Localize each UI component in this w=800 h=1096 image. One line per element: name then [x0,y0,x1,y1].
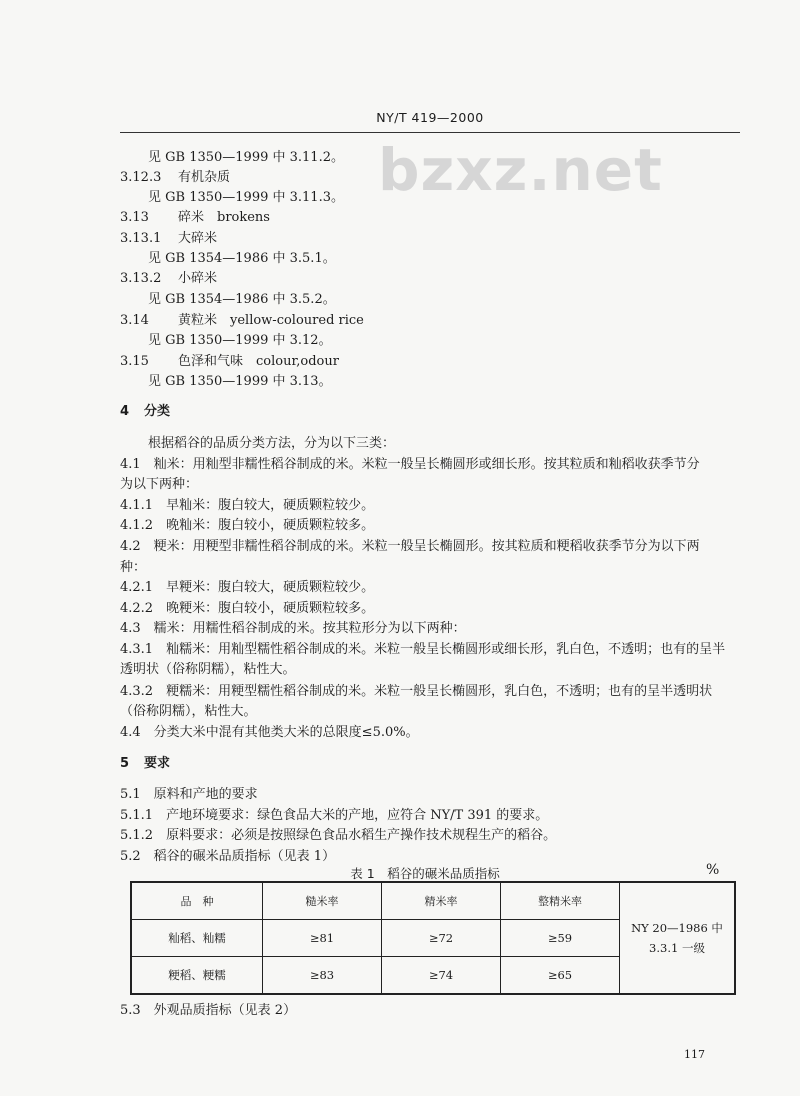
paragraph: 4.2 粳米：用粳型非糯性稻谷制成的米。米粒一般呈长椭圆形。按其粒质和粳稻收获季节分为以下两 [120,539,700,554]
definition-heading [120,271,217,287]
definition-heading [120,354,339,370]
page-header [120,108,740,133]
clause-text: 大碎米 [178,231,218,246]
clause-text: 色泽和气味 colour,odour [178,354,339,369]
definition-ref: 见 GB 1354—1986 中 3.5.1。 [148,251,336,266]
unit-label: % [706,862,720,878]
table-cell: 籼稻、籼糯 [131,920,263,957]
section-title: 分类 [144,404,171,419]
standard-code: NY/T 419—2000 [376,110,484,125]
table-cell: ≥72 [382,920,501,957]
table-cell: ≥59 [501,920,620,957]
clause-number: 3.15 [120,354,149,369]
paragraph: 5.1.1 产地环境要求：绿色食品大米的产地，应符合 NY/T 391 的要求。 [120,808,549,823]
definition-ref: 见 GB 1354—1986 中 3.5.2。 [148,292,336,307]
paragraph: 4.3.2 粳糯米：用粳型糯性稻谷制成的米。米粒一般呈长椭圆形，乳白色，不透明；也有的呈半透明状 [120,684,713,699]
clause-number: 3.13 [120,210,149,225]
definition-heading [120,170,230,186]
section-title: 要求 [144,756,171,771]
table-cell: ≥65 [501,957,620,995]
paragraph: 根据稻谷的品质分类方法，分为以下三类： [148,436,396,451]
reference-note: 3.3.1 一级 [649,941,705,955]
table-cell: 粳稻、粳糯 [131,957,263,995]
column-header: 精米率 [382,882,501,920]
paragraph: 5.1 原料和产地的要求 [120,787,258,802]
paragraph: 4.1.1 早籼米：腹白较大，硬质颗粒较少。 [120,498,375,513]
clause-text: 碎米 brokens [178,210,270,225]
paragraph: 5.2 稻谷的碾米品质指标（见表 1） [120,849,336,864]
reference-note: NY 20—1986 中 [631,921,723,935]
definition-heading [120,313,364,329]
paragraph: 为以下两种： [120,477,199,492]
table-cell: ≥83 [263,957,382,995]
section-4-heading [120,404,170,420]
clause-number: 3.13.2 [120,271,162,286]
paragraph: 4.2.1 早粳米：腹白较大，硬质颗粒较少。 [120,580,375,595]
clause-number: 3.12.3 [120,170,162,185]
milling-quality-table [130,881,736,995]
column-header: 整精米率 [501,882,620,920]
definition-ref: 见 GB 1350—1999 中 3.11.3。 [148,190,344,205]
paragraph: 4.3.1 籼糯米：用籼型糯性稻谷制成的米。米粒一般呈长椭圆形或细长形，乳白色，不透明；也有的呈半 [120,642,726,657]
section-5-heading [120,756,170,772]
definition-ref: 见 GB 1350—1999 中 3.11.2。 [148,150,344,165]
table-cell: ≥81 [263,920,382,957]
clause-number: 3.13.1 [120,231,162,246]
table-cell: ≥74 [382,957,501,995]
paragraph: 5.1.2 原料要求：必须是按照绿色食品水稻生产操作技术规程生产的稻谷。 [120,828,557,843]
reference-note-cell [620,882,736,994]
definition-heading [120,210,270,226]
column-header: 品 种 [131,882,263,920]
watermark: bzxz.net [378,136,663,204]
paragraph: 4.1 籼米：用籼型非糯性稻谷制成的米。米粒一般呈长椭圆形或细长形。按其粒质和籼稻收获季节分 [120,457,700,472]
definition-heading [120,231,217,247]
clause-text: 小碎米 [178,271,218,286]
definition-ref: 见 GB 1350—1999 中 3.13。 [148,374,332,389]
section-number: 4 [120,404,130,419]
section-number: 5 [120,756,130,771]
table-caption: 表 1 稻谷的碾米品质指标 [350,866,500,881]
paragraph: 种： [120,560,147,575]
clause-number: 3.14 [120,313,149,328]
definition-ref: 见 GB 1350—1999 中 3.12。 [148,333,332,348]
paragraph: （俗称阴糯），粘性大。 [120,704,257,719]
paragraph: 4.1.2 晚籼米：腹白较小，硬质颗粒较多。 [120,518,375,533]
table-header-row [131,882,735,920]
paragraph: 4.2.2 晚粳米：腹白较小，硬质颗粒较多。 [120,601,375,616]
page-number: 117 [684,1048,705,1061]
paragraph: 透明状（俗称阴糯），粘性大。 [120,662,296,677]
paragraph: 4.4 分类大米中混有其他类大米的总限度≤5.0%。 [120,725,419,740]
column-header: 糙米率 [263,882,382,920]
paragraph: 5.3 外观品质指标（见表 2） [120,1003,297,1018]
clause-text: 黄粒米 yellow-coloured rice [178,313,364,328]
paragraph: 4.3 糯米：用糯性稻谷制成的米。按其粒形分为以下两种： [120,621,466,636]
clause-text: 有机杂质 [178,170,231,185]
